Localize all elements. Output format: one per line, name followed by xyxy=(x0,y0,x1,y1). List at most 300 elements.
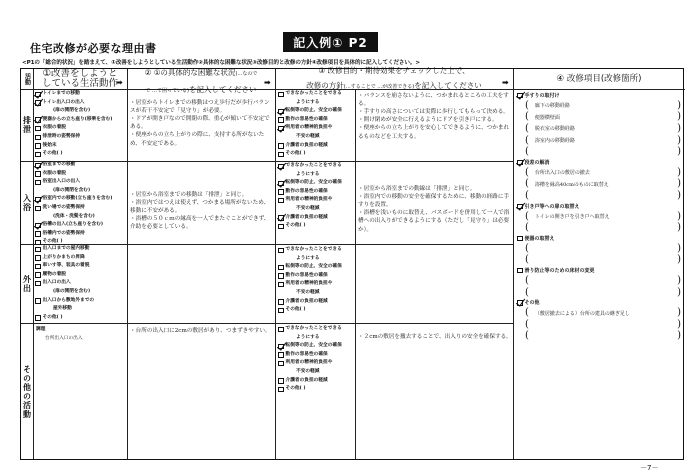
checklist-item-label: (扉の開閉を含む) xyxy=(53,187,91,193)
open-paren: ( xyxy=(525,222,529,234)
renovation-location-field[interactable] xyxy=(517,190,683,202)
situation-bathing xyxy=(130,191,273,232)
open-paren: ( xyxy=(525,189,529,201)
open-paren: ( xyxy=(525,210,529,222)
header-col1-line1: ①改善をしようと xyxy=(42,68,118,80)
checklist-item-label: その他( ) xyxy=(285,151,306,157)
checklist-item[interactable] xyxy=(278,280,342,289)
close-paren: ) xyxy=(677,242,681,254)
purposes-list-excretion xyxy=(278,90,342,159)
checklist-item xyxy=(278,368,342,377)
checkbox-icon[interactable] xyxy=(278,282,284,288)
header-activity: 活動 xyxy=(23,73,31,85)
renovation-category[interactable] xyxy=(517,91,683,100)
checklist-item[interactable] xyxy=(278,306,342,315)
checklist-item-label: 転倒等の防止、安全の確保 xyxy=(285,343,342,349)
open-paren: ( xyxy=(525,99,529,111)
checklist-item-label: ようにする xyxy=(296,171,320,177)
checklist-item-label: その他( ) xyxy=(42,239,63,245)
renovation-location-field[interactable] xyxy=(517,179,683,191)
checklist-item-label: その他( ) xyxy=(285,307,306,313)
checklist-item-label: (扉の開閉を含む) xyxy=(53,288,91,294)
checklist-item-label: ようにする xyxy=(296,99,320,105)
checklist-item[interactable] xyxy=(35,271,94,280)
checklist-item xyxy=(278,133,342,142)
checkbox-icon[interactable] xyxy=(35,272,41,278)
checkbox-checked-icon[interactable] xyxy=(35,223,41,229)
checklist-item-label: できなかったことをできる xyxy=(285,325,342,331)
arrow-icon: ➡ xyxy=(116,78,123,87)
arrow-icon: ➡ xyxy=(502,78,509,87)
purposes-list-going-out xyxy=(278,246,342,315)
checklist-item-label: その他( ) xyxy=(42,314,63,320)
close-paren: ) xyxy=(677,210,681,222)
checklist-item-label: できなかったことをできる xyxy=(285,246,342,252)
description-line: ・バランスを崩さないように、つかまれるところの工夫をする。 xyxy=(358,93,509,108)
description-line: ・居室から浴室までの動線は「排泄」と同じ。 xyxy=(358,186,476,192)
actions-list-going-out xyxy=(35,245,94,322)
checkbox-checked-icon[interactable] xyxy=(278,215,284,221)
renovation-category[interactable] xyxy=(517,158,683,167)
header-col1 xyxy=(33,69,127,89)
description-line: ・手すりの高さについては実際に歩行してもらって決める。 xyxy=(358,109,509,116)
purposes-list-other xyxy=(278,325,342,394)
checkbox-icon[interactable] xyxy=(35,171,41,177)
description-line: ・浴室内での移動の安全を確保するために、移動の経路に手すりを設置。 xyxy=(358,194,510,209)
header-col2-small2: で …で困っている) xyxy=(145,88,190,94)
checklist-item-label: 転倒等の防止、安全の確保 xyxy=(285,108,342,114)
policy-excretion xyxy=(358,92,512,141)
checklist-item-label: 上がりかまちの昇降 xyxy=(42,254,85,260)
checkbox-icon[interactable] xyxy=(35,247,41,253)
checkbox-icon[interactable] xyxy=(35,152,41,158)
checklist-item[interactable] xyxy=(35,90,112,99)
checklist-item-label: ようにする xyxy=(296,255,320,261)
renovation-location-text: 脱衣室の移動経路 xyxy=(534,126,575,133)
renovation-location-text: 廊下の移動経路 xyxy=(534,103,570,110)
checkbox-icon[interactable] xyxy=(278,387,284,393)
open-paren: ( xyxy=(525,178,529,190)
close-paren: ) xyxy=(677,318,681,330)
situation-other xyxy=(130,327,273,335)
open-paren: ( xyxy=(525,122,529,134)
open-paren: ( xyxy=(525,254,529,266)
checkbox-checked-icon[interactable] xyxy=(278,181,284,187)
checklist-item[interactable] xyxy=(278,222,342,231)
checklist-item[interactable] xyxy=(278,359,342,368)
checklist-item-label: 出入口までの屋内移動 xyxy=(42,245,90,251)
open-paren: ( xyxy=(525,242,529,254)
policy-other xyxy=(358,333,512,341)
renovation-category-label: 段差の解消 xyxy=(524,159,550,166)
header-col4 xyxy=(513,69,685,89)
open-paren: ( xyxy=(525,307,529,319)
description-line: ・台所の出入口に2cmの敷居があり、つまずきやすい。 xyxy=(130,328,271,334)
header-col2-main1: ② ①の具体的な困難な状況 xyxy=(144,68,236,78)
actions-list-bathing xyxy=(35,161,112,247)
checklist-item[interactable] xyxy=(278,188,342,197)
checkbox-checked-icon[interactable] xyxy=(278,344,284,350)
checklist-item-label: 介護者の負担の軽減 xyxy=(285,377,328,383)
checkbox-icon[interactable] xyxy=(278,378,284,384)
renovation-category-label: 便器の取替え xyxy=(524,235,555,242)
checkbox-icon[interactable] xyxy=(278,265,284,271)
checkbox-checked-icon[interactable] xyxy=(517,204,523,210)
divider xyxy=(127,69,128,459)
checklist-item-label: 利用者の精神的負担や xyxy=(285,360,333,366)
checkbox-checked-icon[interactable] xyxy=(278,109,284,115)
checkbox-icon[interactable] xyxy=(517,236,523,242)
checklist-item[interactable] xyxy=(35,161,112,170)
checkbox-icon[interactable] xyxy=(278,327,284,333)
renovation-category[interactable] xyxy=(517,266,683,275)
checklist-item-label: 利用者の精神的負担や xyxy=(285,197,333,203)
activity-bathing: 入浴 xyxy=(22,193,32,212)
header-col2-main2: を記入してください xyxy=(189,85,257,94)
renovation-location-field[interactable] xyxy=(517,319,683,331)
checkbox-checked-icon[interactable] xyxy=(278,126,284,132)
checklist-item-label: その他( ) xyxy=(285,223,306,229)
description-line: ・浴室内ではつえは使えず、つかまる場所がないため、移動に不安がある。 xyxy=(130,200,270,215)
checkbox-icon[interactable] xyxy=(35,264,41,270)
checklist-item-label: 衣服の着脱 xyxy=(42,125,66,131)
page-number: －7－ xyxy=(640,464,659,472)
checklist-item[interactable] xyxy=(35,133,112,142)
checklist-item-label: 利用者の精神的負担や xyxy=(285,125,333,131)
checkbox-icon[interactable] xyxy=(35,143,41,149)
checklist-item[interactable] xyxy=(278,298,342,307)
checklist-item-label: 不安の軽減 xyxy=(296,289,320,295)
checklist-item-label: 便器からの立ち座り(移乗を含む) xyxy=(42,116,113,122)
open-paren: ( xyxy=(525,146,529,158)
close-paren: ) xyxy=(677,307,681,319)
checklist-item[interactable] xyxy=(278,214,342,223)
checklist-item-label: 動作の容易性の確保 xyxy=(285,272,328,278)
checklist-item-label: 履物の着脱 xyxy=(42,271,66,277)
checklist-item xyxy=(278,99,342,108)
checklist-item xyxy=(35,213,112,222)
checkbox-icon[interactable] xyxy=(35,281,41,287)
checkbox-checked-icon[interactable] xyxy=(517,160,523,166)
checklist-item-label: できなかったことをできる xyxy=(285,162,342,168)
close-paren: ) xyxy=(677,254,681,266)
header-col3-main: 改修の方針 xyxy=(306,80,344,90)
checklist-item[interactable] xyxy=(278,107,342,116)
checklist-item-label: 浴槽の出入(立ち座りを含む) xyxy=(42,222,104,228)
open-paren: ( xyxy=(525,111,529,123)
close-paren: ) xyxy=(677,99,681,111)
checklist-item-label: その他( ) xyxy=(42,151,63,157)
checklist-item[interactable] xyxy=(278,142,342,151)
checklist-item[interactable] xyxy=(278,162,342,171)
renovation-location-field[interactable] xyxy=(517,146,683,158)
header-col3-end: を記入してください xyxy=(414,80,482,90)
checklist-item-label: 浴室までの移動 xyxy=(42,161,76,167)
description-line: ・ドアが開き戸なので開閉の際、重心が傾いて不安定である。 xyxy=(130,116,270,131)
checkbox-icon[interactable] xyxy=(35,315,41,321)
checklist-item-label: 後始末 xyxy=(42,142,57,148)
checklist-item-label: 介護者の負担の軽減 xyxy=(285,298,328,304)
checkbox-checked-icon[interactable] xyxy=(35,197,41,203)
checklist-item-label: できなかったことをできる xyxy=(285,90,342,96)
renovation-category-label: 滑り防止等のための床材の変更 xyxy=(524,268,595,275)
reason-table xyxy=(20,65,684,460)
checklist-item-label: 介護者の負担の軽減 xyxy=(285,142,328,148)
checklist-item[interactable] xyxy=(35,279,94,288)
checklist-item-label: 洗い場での姿勢保持 xyxy=(42,204,85,210)
checklist-item[interactable] xyxy=(278,342,342,351)
description-line: ・便座からの立ち上がりの際に、支持する所がないため、不安定である。 xyxy=(130,132,265,147)
header-col2 xyxy=(127,68,275,94)
checklist-item[interactable] xyxy=(278,90,342,99)
checkbox-checked-icon[interactable] xyxy=(35,100,41,106)
checklist-item-label: 不安の軽減 xyxy=(296,133,320,139)
checkbox-icon[interactable] xyxy=(278,308,284,314)
checkbox-icon[interactable] xyxy=(35,180,41,186)
activity-other: その他の活動 xyxy=(22,365,32,419)
header-col3-small: (…することで …が改善できる) xyxy=(343,83,415,90)
renovation-category[interactable] xyxy=(517,202,683,211)
open-paren: ( xyxy=(525,166,529,178)
close-paren: ) xyxy=(677,189,681,201)
checkbox-icon[interactable] xyxy=(35,135,41,141)
close-paren: ) xyxy=(677,286,681,298)
close-paren: ) xyxy=(677,330,681,342)
checklist-item[interactable] xyxy=(278,272,342,281)
checklist-item-label: 動作の容易性の確保 xyxy=(285,116,328,122)
renovation-items-list xyxy=(517,91,683,342)
checkbox-icon[interactable] xyxy=(278,152,284,158)
checklist-item[interactable] xyxy=(35,142,112,151)
checklist-item xyxy=(278,334,342,343)
checkbox-icon[interactable] xyxy=(278,198,284,204)
checkbox-checked-icon[interactable] xyxy=(517,93,523,99)
checklist-item xyxy=(278,205,342,214)
checklist-item-label: 浴室内での移動(立ち座りを含む) xyxy=(42,196,113,202)
checklist-item xyxy=(278,255,342,264)
checklist-item-label: 排泄時の姿勢保持 xyxy=(42,133,81,139)
description-line: ・浴槽を浅いものに取替え、バスボードを併用して一人で浴槽への出入りができるようにする（ただし「見守り」は必要か）。 xyxy=(358,210,510,233)
close-paren: ) xyxy=(677,111,681,123)
renovation-location-field[interactable] xyxy=(517,287,683,299)
checklist-item[interactable] xyxy=(278,116,342,125)
checklist-item xyxy=(35,288,94,297)
renovation-location-field[interactable] xyxy=(517,167,683,179)
renovation-category[interactable] xyxy=(517,234,683,243)
renovation-location-field[interactable] xyxy=(517,275,683,287)
close-paren: ) xyxy=(677,178,681,190)
description-line: ・居室からトイレまでの移動はつえ歩行だが歩行バランスが若干不安定で「見守り」が必要。 xyxy=(130,100,270,115)
open-paren: ( xyxy=(525,134,529,146)
header-col3 xyxy=(275,65,513,90)
renovation-location-field[interactable] xyxy=(517,222,683,234)
checkbox-icon[interactable] xyxy=(278,143,284,149)
checklist-item[interactable] xyxy=(278,196,342,205)
checklist-item-label: 不安の軽減 xyxy=(296,368,320,374)
checkbox-icon[interactable] xyxy=(278,92,284,98)
renovation-category-label: 引き戸等への扉の取替え xyxy=(524,203,580,210)
checklist-item-label: (扉の開閉を含む) xyxy=(53,108,91,114)
checkbox-checked-icon[interactable] xyxy=(517,300,523,306)
close-paren: ) xyxy=(677,146,681,158)
checklist-item[interactable] xyxy=(35,230,112,239)
open-paren: ( xyxy=(525,286,529,298)
checkbox-icon[interactable] xyxy=(35,126,41,132)
situation-excretion xyxy=(130,99,273,148)
checkbox-icon[interactable] xyxy=(35,298,41,304)
checklist-item xyxy=(278,171,342,180)
other-activity-detail: 台所出入口の出入 xyxy=(45,336,83,341)
checklist-item-label: 屋外移動 xyxy=(53,306,72,312)
checklist-item[interactable] xyxy=(278,385,342,394)
checkbox-icon[interactable] xyxy=(278,189,284,195)
description-line: ・浴槽の５０ｃｍの縁高を一人でまたぐことができず、介助を必要としている。 xyxy=(130,216,270,231)
checkbox-icon[interactable] xyxy=(35,206,41,212)
renovation-location-field[interactable] xyxy=(517,135,683,147)
activity-going-out: 外出 xyxy=(22,274,32,293)
divider xyxy=(275,69,276,459)
checklist-item-label: 転倒等の防止、安全の確保 xyxy=(285,180,342,186)
checklist-item-label: 浴槽内での姿勢保持 xyxy=(42,230,85,236)
close-paren: ) xyxy=(677,122,681,134)
header-col3-line1: ③ 改修目的・期待効果をチェックした上で、 xyxy=(318,65,470,75)
checklist-item-label: 動作の容易性の確保 xyxy=(285,188,328,194)
open-paren: ( xyxy=(525,274,529,286)
activity-excretion: 排泄 xyxy=(22,116,32,134)
checklist-item[interactable] xyxy=(35,254,94,263)
description-line: ・２cmの敷居を撤去することで、出入りの安全を確保する。 xyxy=(358,334,512,340)
checkbox-icon[interactable] xyxy=(278,248,284,254)
renovation-location-field[interactable] xyxy=(517,100,683,112)
checklist-item[interactable] xyxy=(35,99,112,108)
example-badge: 記入例① P2 xyxy=(283,32,378,52)
checklist-item-label: 動作の容易性の確保 xyxy=(285,351,328,357)
renovation-location-field[interactable] xyxy=(517,255,683,267)
checklist-item-label: 出入口から敷地外までの xyxy=(42,297,95,303)
close-paren: ) xyxy=(677,222,681,234)
checklist-item-label: ようにする xyxy=(296,334,320,340)
checklist-item[interactable] xyxy=(278,377,342,386)
renovation-location-field[interactable] xyxy=(517,123,683,135)
checklist-item-label: 出入口の出入 xyxy=(42,280,71,286)
checklist-item[interactable] xyxy=(35,297,94,306)
checklist-item[interactable] xyxy=(278,246,342,255)
actions-list-excretion xyxy=(35,90,112,159)
instruction-text: <P1の「総合的状況」を踏まえて、①改善をしようとしている生活動作②具体的な困難な状況③改修目的と改修の方針④改修項目を具体的に記入してください。> xyxy=(22,60,420,66)
close-paren: ) xyxy=(677,274,681,286)
checklist-item[interactable] xyxy=(35,150,112,159)
renovation-location-text: トイレの開き戸を引き戸へ取替え xyxy=(534,214,610,221)
checkbox-icon[interactable] xyxy=(35,231,41,237)
close-paren: ) xyxy=(677,134,681,146)
renovation-location-field[interactable] xyxy=(517,112,683,124)
description-line: ・便座からの立ち上がりを安心してできるように、つかまれるものなどを工夫する。 xyxy=(358,125,510,140)
checklist-item[interactable] xyxy=(278,150,342,159)
close-paren: ) xyxy=(677,166,681,178)
policy-bathing xyxy=(358,185,512,234)
description-line: ・開け閉めが安全に行えるようにドアを引き戸にする。 xyxy=(358,117,498,124)
renovation-category-label: 手すりの取付け xyxy=(524,93,560,99)
renovation-category-label: その他 xyxy=(524,300,540,307)
checklist-item-label: 不安の軽減 xyxy=(296,205,320,211)
checkbox-checked-icon[interactable] xyxy=(35,117,41,123)
checklist-item[interactable] xyxy=(35,314,94,323)
checklist-item[interactable] xyxy=(278,351,342,360)
header-col1-line2: している生活動作 xyxy=(41,78,118,89)
checklist-item-label: 衣服の着脱 xyxy=(42,170,66,176)
checklist-item[interactable] xyxy=(278,179,342,188)
checklist-item[interactable] xyxy=(35,221,112,230)
checklist-item-label: 介護者の負担の軽減 xyxy=(285,214,328,220)
checklist-item-label: トイレ出入口の出入 xyxy=(42,99,85,105)
checklist-item[interactable] xyxy=(35,195,112,204)
renovation-location-text: 浴室内の移動経路 xyxy=(534,138,575,145)
checklist-item xyxy=(35,305,94,314)
checklist-item-label: 浴室出入口の出入 xyxy=(42,179,81,185)
checklist-item-label: 車いす等、装具の着脱 xyxy=(42,263,90,269)
document-title: 住宅改修が必要な理由書 xyxy=(30,42,157,55)
renovation-location-text: 浴槽を縁高40cmのものに取替え xyxy=(534,181,609,188)
open-paren: ( xyxy=(525,318,529,330)
description-line: ・居室から浴室までの移動は「排泄」と同じ。 xyxy=(130,192,248,198)
renovation-location-field[interactable] xyxy=(517,243,683,255)
checkbox-icon[interactable] xyxy=(278,361,284,367)
renovation-location-field[interactable] xyxy=(517,307,683,319)
checkbox-icon[interactable] xyxy=(278,273,284,279)
checklist-item xyxy=(35,187,112,196)
checklist-item-label: トイレまでの移動 xyxy=(42,90,80,96)
checklist-item[interactable] xyxy=(35,178,112,187)
checklist-item-label: その他( ) xyxy=(285,386,306,392)
checklist-item[interactable] xyxy=(278,325,342,334)
renovation-category[interactable] xyxy=(517,298,683,307)
checklist-item[interactable] xyxy=(35,116,112,125)
checklist-item[interactable] xyxy=(35,170,112,179)
checklist-item xyxy=(278,289,342,298)
renovation-location-field[interactable] xyxy=(517,331,683,343)
checklist-item[interactable] xyxy=(278,124,342,133)
divider xyxy=(513,69,514,459)
checklist-item[interactable] xyxy=(35,124,112,133)
checkbox-icon[interactable] xyxy=(278,224,284,230)
arrow-icon: ➡ xyxy=(264,78,271,87)
checkbox-checked-icon[interactable] xyxy=(278,164,284,170)
divider xyxy=(513,89,685,90)
divider xyxy=(21,323,513,324)
checklist-item-label: 利用者の精神的負担や xyxy=(285,281,333,287)
checklist-item[interactable] xyxy=(278,263,342,272)
divider xyxy=(33,69,34,459)
renovation-location-field[interactable] xyxy=(517,211,683,223)
checklist-item[interactable] xyxy=(35,262,94,271)
divider xyxy=(355,89,356,459)
header-col4-label: ④ 改修項目(改修箇所) xyxy=(556,73,642,84)
checkbox-checked-icon[interactable] xyxy=(35,163,41,169)
purposes-list-bathing xyxy=(278,162,342,231)
checkbox-icon[interactable] xyxy=(35,255,41,261)
other-activity-title: 調理 xyxy=(36,327,46,332)
checkbox-icon[interactable] xyxy=(278,299,284,305)
checklist-item-label: (洗体・洗髪を含む) xyxy=(53,213,95,219)
checkbox-icon[interactable] xyxy=(517,268,523,274)
renovation-location-text: 便器横壁面 xyxy=(534,114,560,121)
header-col2-small1: (…なので xyxy=(235,71,258,78)
checkbox-icon[interactable] xyxy=(278,352,284,358)
checklist-item[interactable] xyxy=(35,204,112,213)
renovation-location-text: （敷居撤去による）台所の建具の継ぎ足し xyxy=(534,310,630,317)
checklist-item[interactable] xyxy=(35,245,94,254)
renovation-location-text: 台所出入口の敷居の撤去 xyxy=(534,170,590,177)
